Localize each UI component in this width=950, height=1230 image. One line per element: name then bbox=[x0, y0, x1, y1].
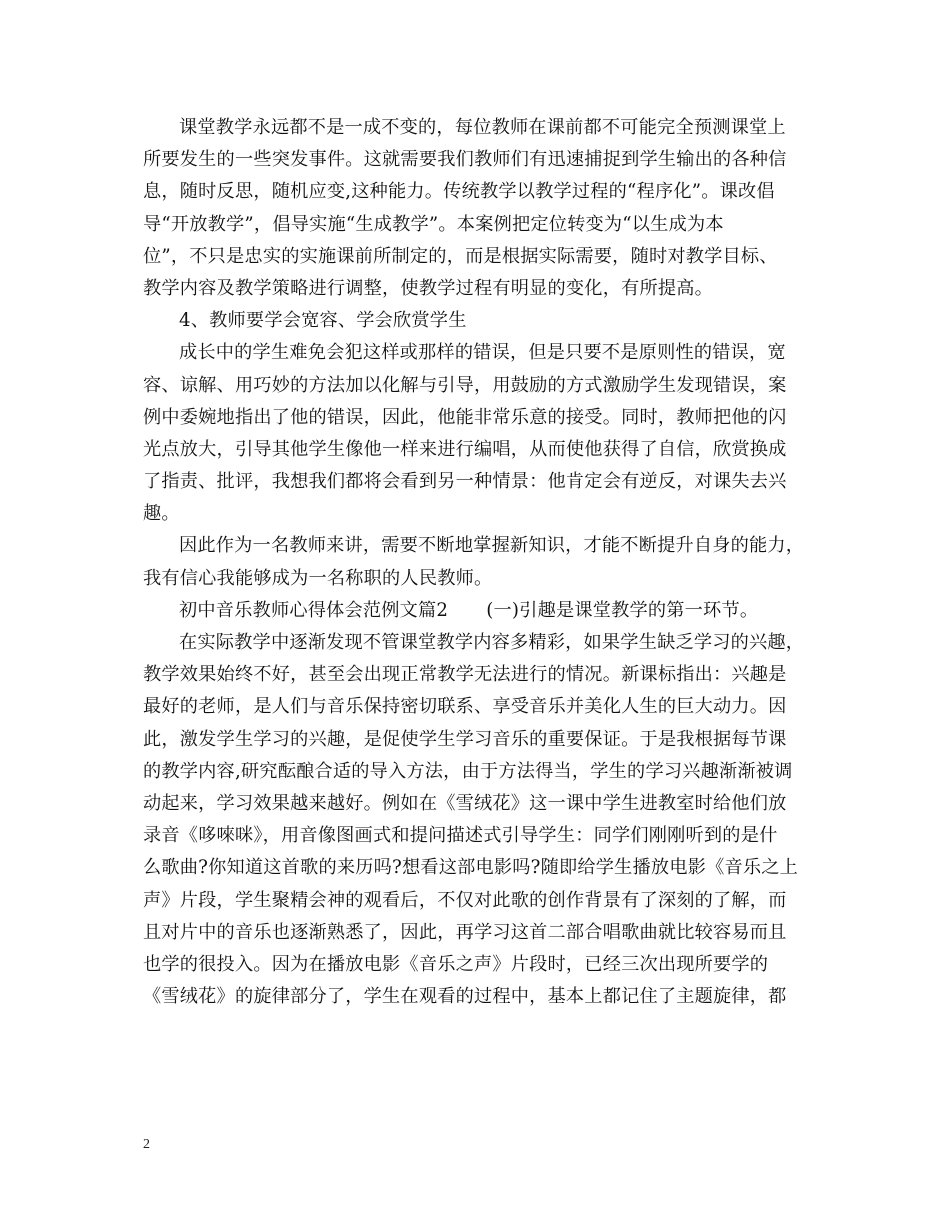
text-line: 的教学内容,研究酝酿合适的导入方法，由于方法得当，学生的学习兴趣渐渐被调 bbox=[143, 760, 793, 782]
text-line: 也学的很投入。因为在播放电影《音乐之声》片段时，已经三次出现所要学的 bbox=[143, 953, 769, 975]
text-line: 息，随时反思，随机应变,这种能力。传统教学以教学过程的“程序化”。课改倡 bbox=[143, 181, 775, 203]
text-line: 所要发生的一些突发事件。这就需要我们教师们有迅速捕捉到学生输出的各种信 bbox=[143, 149, 787, 171]
text-line: 动起来，学习效果越来越好。例如在《雪绒花》这一课中学生进教室时给他们放 bbox=[143, 792, 787, 814]
text-line: 导“开放教学”，倡导实施“生成教学”。本案例把定位转变为“以生成为本 bbox=[143, 213, 724, 235]
article-title: 初中音乐教师心得体会范例文篇2 bbox=[179, 599, 449, 621]
text-line: 成长中的学生难免会犯这样或那样的错误，但是只要不是原则性的错误，宽 bbox=[179, 342, 786, 364]
subsection-heading: (一)引趣是课堂教学的第一环节。 bbox=[486, 599, 759, 621]
text-line: 光点放大，引导其他学生像他一样来进行编唱，从而使他获得了自信，欣赏换成 bbox=[143, 438, 787, 460]
text-line: 了指责、批评，我想我们都将会看到另一种情景：他肯定会有逆反，对课失去兴 bbox=[143, 471, 787, 493]
text-line: 容、谅解、用巧妙的方法加以化解与引导，用鼓励的方式激励学生发现错误，案 bbox=[143, 374, 787, 396]
article-title-line bbox=[143, 595, 823, 627]
text-line: 么歌曲?你知道这首歌的来历吗?想看这部电影吗?随即给学生播放电影《音乐之上 bbox=[143, 857, 799, 879]
text-line: 位”，不只是忠实的实施课前所制定的，而是根据实际需要，随时对教学目标、 bbox=[143, 245, 778, 267]
text-line: 最好的老师，是人们与音乐保持密切联系、享受音乐并美化人生的巨大动力。因 bbox=[143, 696, 787, 718]
page-number: 2 bbox=[143, 1137, 150, 1152]
text-line: 声》片段，学生聚精会神的观看后，不仅对此歌的创作背景有了深刻的了解，而 bbox=[143, 889, 787, 911]
text-line: 在实际教学中逐渐发现不管课堂教学内容多精彩，如果学生缺乏学习的兴趣， bbox=[179, 632, 805, 653]
document-body bbox=[143, 112, 823, 1013]
text-line: 例中委婉地指出了他的错误，因此，他能非常乐意的接受。同时，教师把他的闪 bbox=[143, 406, 787, 428]
text-line: 此，激发学生学习的兴趣，是促使学生学习音乐的重要保证。于是我根据每节课 bbox=[143, 728, 787, 750]
text-line: 录音《哆唻咪》，用音像图画式和提问描述式引导学生：同学们刚刚听到的是什 bbox=[143, 825, 778, 847]
text-line: 课堂教学永远都不是一成不变的，每位教师在课前都不可能完全预测课堂上 bbox=[179, 117, 786, 138]
text-line: 趣。 bbox=[143, 503, 180, 525]
section-heading: 4、教师要学会宽容、学会欣赏学生 bbox=[179, 310, 467, 332]
text-line: 我有信心我能够成为一名称职的人民教师。 bbox=[143, 567, 493, 589]
text-line: 且对片中的音乐也逐渐熟悉了，因此，再学习这首二部合唱歌曲就比较容易而且 bbox=[143, 921, 787, 943]
text-line: 因此作为一名教师来讲，需要不断地掌握新知识，才能不断提升自身的能力， bbox=[179, 535, 805, 557]
text-line: 《雪绒花》的旋律部分了，学生在观看的过程中，基本上都记住了主题旋律，都 bbox=[143, 986, 787, 1008]
text-line: 教学效果始终不好，甚至会出现正常教学无法进行的情况。新课标指出：兴趣是 bbox=[143, 664, 787, 686]
text-line: 教学内容及教学策略进行调整，使教学过程有明显的变化，有所提高。 bbox=[143, 277, 714, 299]
